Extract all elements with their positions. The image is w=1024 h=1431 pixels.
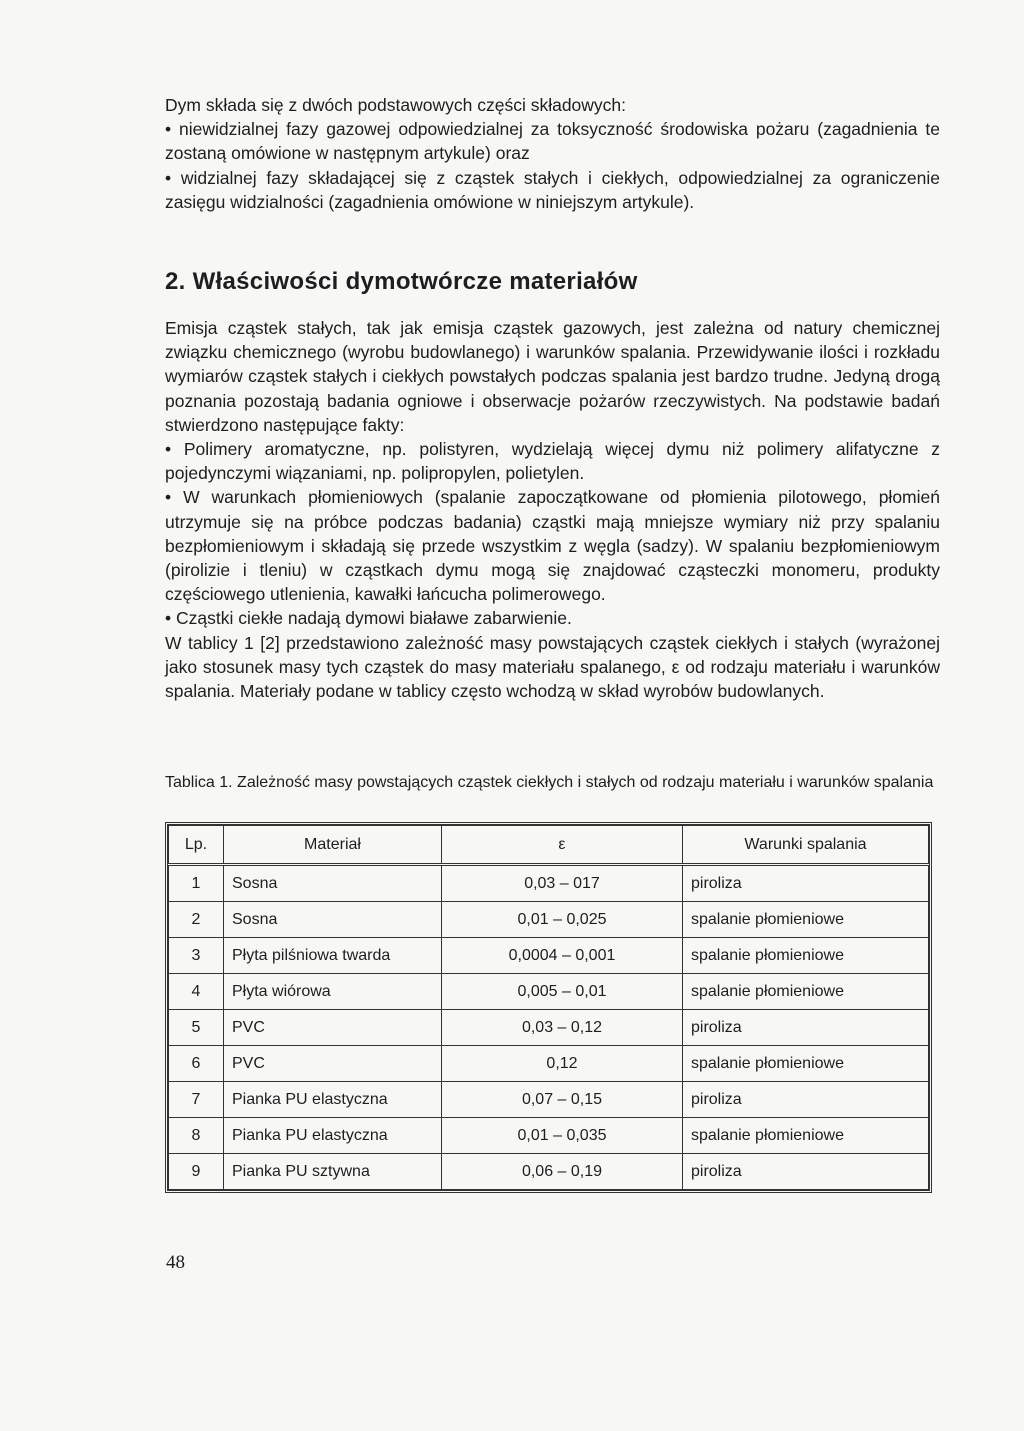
cell-conditions: piroliza: [683, 865, 929, 902]
cell-epsilon: 0,01 – 0,025: [442, 902, 683, 938]
table-row: [169, 974, 929, 1010]
cell-epsilon: 0,03 – 017: [442, 865, 683, 902]
header-material: Materiał: [224, 826, 442, 865]
cell-conditions: piroliza: [683, 1154, 929, 1190]
cell-material: Pianka PU elastyczna: [224, 1082, 442, 1118]
table-row: [169, 1118, 929, 1154]
cell-epsilon: 0,07 – 0,15: [442, 1082, 683, 1118]
table-header-row: [169, 826, 929, 865]
cell-lp: 8: [169, 1118, 224, 1154]
table-row: [169, 1010, 929, 1046]
table-row: [169, 1082, 929, 1118]
cell-epsilon: 0,03 – 0,12: [442, 1010, 683, 1046]
cell-conditions: spalanie płomieniowe: [683, 1118, 929, 1154]
cell-material: Płyta wiórowa: [224, 974, 442, 1010]
cell-material: PVC: [224, 1046, 442, 1082]
body-section: [165, 316, 940, 703]
cell-epsilon: 0,005 – 0,01: [442, 974, 683, 1010]
cell-material: Sosna: [224, 902, 442, 938]
cell-material: Pianka PU sztywna: [224, 1154, 442, 1190]
table-row: [169, 865, 929, 902]
cell-epsilon: 0,06 – 0,19: [442, 1154, 683, 1190]
body-bullet: • Cząstki ciekłe nadają dymowi białawe zabarwienie.: [165, 606, 940, 630]
table-row: [169, 902, 929, 938]
intro-lead: Dym składa się z dwóch podstawowych części składowych:: [165, 95, 627, 115]
cell-epsilon: 0,12: [442, 1046, 683, 1082]
header-conditions: Warunki spalania: [683, 826, 929, 865]
cell-material: Płyta pilśniowa twarda: [224, 938, 442, 974]
header-epsilon: ε: [442, 826, 683, 865]
cell-lp: 6: [169, 1046, 224, 1082]
body-bullet: • Polimery aromatyczne, np. polistyren, wydzielają więcej dymu niż polimery alifatyczne z pojedynczymi wiązaniami, np. polipropylen, polietylen.: [165, 437, 940, 485]
cell-conditions: piroliza: [683, 1010, 929, 1046]
table-row: [169, 1154, 929, 1190]
intro-bullet: • niewidzialnej fazy gazowej odpowiedzialnej za toksyczność środowiska pożaru (zagadnienia te zostaną omówione w następnym artykule) oraz: [165, 117, 940, 165]
cell-epsilon: 0,01 – 0,035: [442, 1118, 683, 1154]
table-row: [169, 938, 929, 974]
cell-material: Pianka PU elastyczna: [224, 1118, 442, 1154]
cell-conditions: spalanie płomieniowe: [683, 1046, 929, 1082]
cell-lp: 1: [169, 865, 224, 902]
table-body: [169, 865, 929, 1190]
cell-material: PVC: [224, 1010, 442, 1046]
table-row: [169, 1046, 929, 1082]
cell-lp: 9: [169, 1154, 224, 1190]
cell-conditions: spalanie płomieniowe: [683, 902, 929, 938]
cell-lp: 7: [169, 1082, 224, 1118]
section-heading: 2. Właściwości dymotwórcze materiałów: [165, 268, 638, 295]
body-paragraph: Emisja cząstek stałych, tak jak emisja cząstek gazowych, jest zależna od natury chemicznej związku chemicznego (wyrobu budowlanego) i warunków spalania. Przewidywanie ilości i rozkładu wymiarów cząstek stałych i ciekłych powstałych podczas spalania jest bardzo trudne. Jedyną drogą poznania pozostają badania ogniowe i obserwacje pożarów rzeczywistych. Na podstawie badań stwierdzono następujące fakty:: [165, 318, 940, 435]
cell-conditions: spalanie płomieniowe: [683, 974, 929, 1010]
intro-bullet: • widzialnej fazy składającej się z cząstek stałych i ciekłych, odpowiedzialnej za ograniczenie zasięgu widzialności (zagadnienia omówione w niniejszym artykule).: [165, 166, 940, 214]
cell-lp: 2: [169, 902, 224, 938]
cell-material: Sosna: [224, 865, 442, 902]
cell-lp: 4: [169, 974, 224, 1010]
cell-conditions: spalanie płomieniowe: [683, 938, 929, 974]
page-number: 48: [166, 1252, 185, 1273]
data-table: [165, 822, 932, 1193]
cell-lp: 3: [169, 938, 224, 974]
intro-section: [165, 93, 940, 214]
table-caption: Tablica 1. Zależność masy powstających cząstek ciekłych i stałych od rodzaju materiału i warunków spalania: [165, 774, 934, 791]
cell-epsilon: 0,0004 – 0,001: [442, 938, 683, 974]
header-lp: Lp.: [169, 826, 224, 865]
cell-lp: 5: [169, 1010, 224, 1046]
body-bullet: • W warunkach płomieniowych (spalanie zapoczątkowane od płomienia pilotowego, płomień utrzymuje się na próbce podczas badania) cząstki mają mniejsze wymiary niż przy spalaniu bezpłomieniowym i składają się przede wszystkim z węgla (sadzy). W spalaniu bezpłomieniowym (pirolizie i tleniu) w cząstkach dymu mogą się znajdować cząsteczki monomeru, produkty częściowego utlenienia, kawałki łańcucha polimerowego.: [165, 485, 940, 606]
cell-conditions: piroliza: [683, 1082, 929, 1118]
body-paragraph: W tablicy 1 [2] przedstawiono zależność masy powstających cząstek ciekłych i stałych (wyrażonej jako stosunek masy tych cząstek do masy materiału spalanego, ε od rodzaju materiału i warunków spalania. Materiały podane w tablicy często wchodzą w skład wyrobów budowlanych.: [165, 632, 940, 702]
